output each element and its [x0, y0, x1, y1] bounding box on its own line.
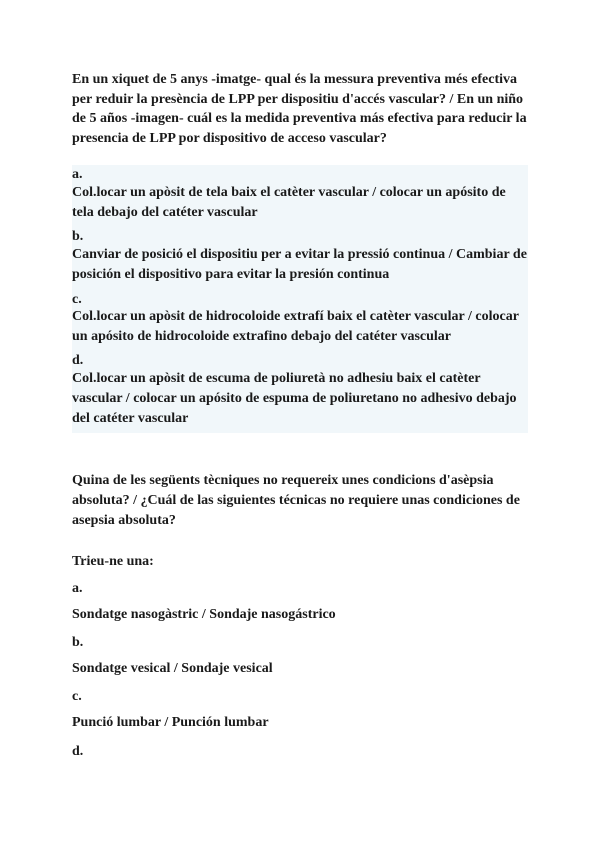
q2-option-d-letter: d. — [72, 744, 84, 759]
option-a-letter: a. — [72, 167, 83, 182]
option-d-letter: d. — [72, 353, 84, 368]
option-b-text[interactable]: Canviar de posició el dispositiu per a evitar la pressió continua / Cambiar de posición el dispositivo para evitar la presión continua — [72, 247, 527, 282]
q2-option-c-letter: c. — [72, 689, 82, 704]
q2-option-a-text[interactable]: Sondatge nasogàstric / Sondaje nasogástrico — [72, 607, 336, 622]
question-1-text: En un xiquet de 5 anys -imatge- qual és la messura preventiva més efectiva per reduir la presència de LPP per dispositiu d'accés vascular? / En un niño de 5 años -imagen- cuál es la medida preventiva más efectiva para reducir la presencia de LPP por dispositivo de acceso vascular? — [72, 72, 527, 146]
q2-option-b-letter: b. — [72, 635, 84, 650]
choose-one-prompt: Trieu-ne una: — [72, 554, 154, 569]
option-d-text[interactable]: Col.locar un apòsit de escuma de poliuretà no adhesiu baix el catèter vascular / colocar un apósito de espuma de poliuretano no adhesivo debajo del catéter vascular — [72, 371, 517, 426]
option-b-letter: b. — [72, 229, 84, 244]
option-a-text[interactable]: Col.locar un apòsit de tela baix el catèter vascular / colocar un apósito de tela debajo del catéter vascular — [72, 185, 506, 220]
q2-option-c-text[interactable]: Punció lumbar / Punción lumbar — [72, 715, 269, 730]
question-2-text: Quina de les següents tècniques no requereix unes condicions d'asèpsia absoluta? / ¿Cuál de las siguientes técnicas no requiere unas condiciones de asepsia absoluta? — [72, 473, 520, 528]
option-c-letter: c. — [72, 292, 82, 307]
q2-option-b-text[interactable]: Sondatge vesical / Sondaje vesical — [72, 661, 273, 676]
question-1-options — [72, 165, 528, 433]
q2-option-a-letter: a. — [72, 581, 83, 596]
option-c-text[interactable]: Col.locar un apòsit de hidrocoloide extrafí baix el catèter vascular / colocar un apósito de hidrocoloide extrafino debajo del catéter vascular — [72, 309, 519, 344]
